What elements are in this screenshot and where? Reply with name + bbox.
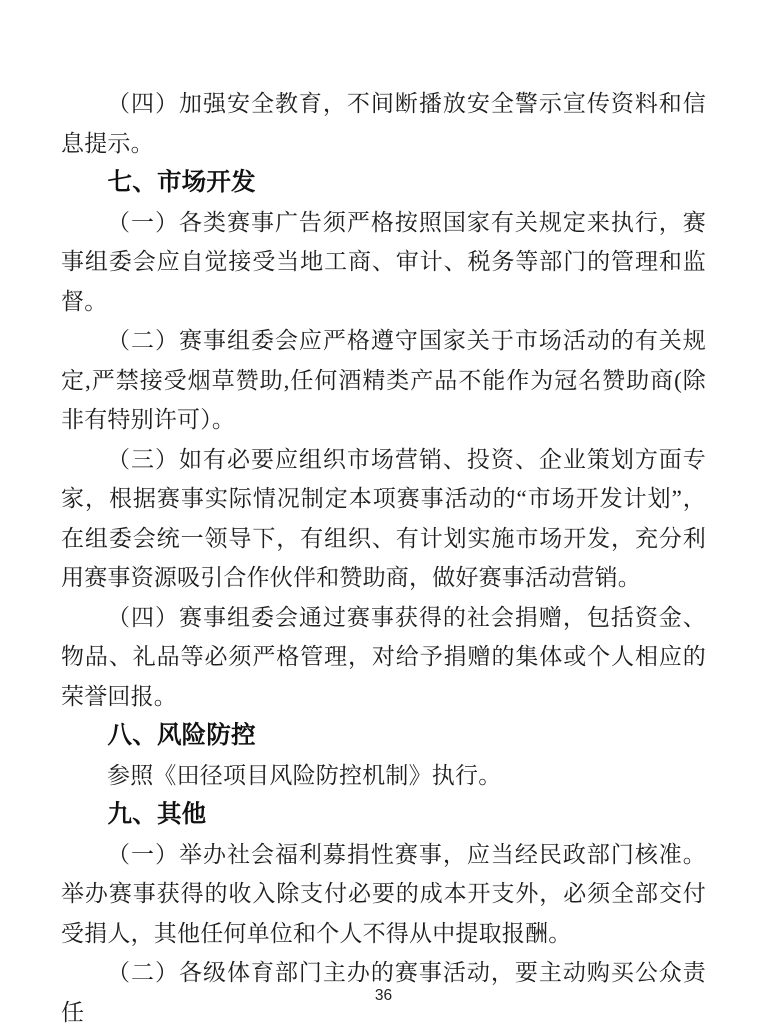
paragraph: （二）赛事组委会应严格遵守国家关于市场活动的有关规定,严禁接受烟草赞助,任何酒精类产品不能作为冠名赞助商(除非有特别许可）。	[61, 328, 706, 432]
paragraph: （三）如有必要应组织市场营销、投资、企业策划方面专家，根据赛事实际情况制定本项赛事活动的“市场开发计划”，在组委会统一领导下，有组织、有计划实施市场开发，充分利用赛事资源吸引合作伙伴和赞助商，做好赛事活动营销。	[61, 446, 706, 590]
paragraph: （一）举办社会福利募捐性赛事，应当经民政部门核准。举办赛事获得的收入除支付必要的成本开支外，必须全部交付受捐人，其他任何单位和个人不得从中提取报酬。	[61, 841, 706, 946]
paragraph: （四）赛事组委会通过赛事获得的社会捐赠，包括资金、物品、礼品等必须严格管理，对给予捐赠的集体或个人相应的荣誉回报。	[61, 604, 706, 709]
paragraph: （一）各类赛事广告须严格按照国家有关规定来执行，赛事组委会应自觉接受当地工商、审计、税务等部门的管理和监督。	[61, 209, 706, 314]
section-heading: 八、风险防控	[107, 722, 256, 749]
section-heading: 九、其他	[107, 801, 207, 828]
page-footer	[0, 987, 767, 1005]
page-number: 36	[374, 987, 393, 1004]
paragraph: （二）各级体育部门主办的赛事活动，要主动购买公众责任	[61, 960, 706, 1025]
paragraph: （四）加强安全教育，不间断播放安全警示宣传资料和信息提示。	[61, 91, 706, 156]
section-heading: 七、市场开发	[107, 169, 256, 196]
document-body	[61, 84, 706, 1032]
paragraph: 参照《田径项目风险防控机制》执行。	[107, 762, 502, 788]
